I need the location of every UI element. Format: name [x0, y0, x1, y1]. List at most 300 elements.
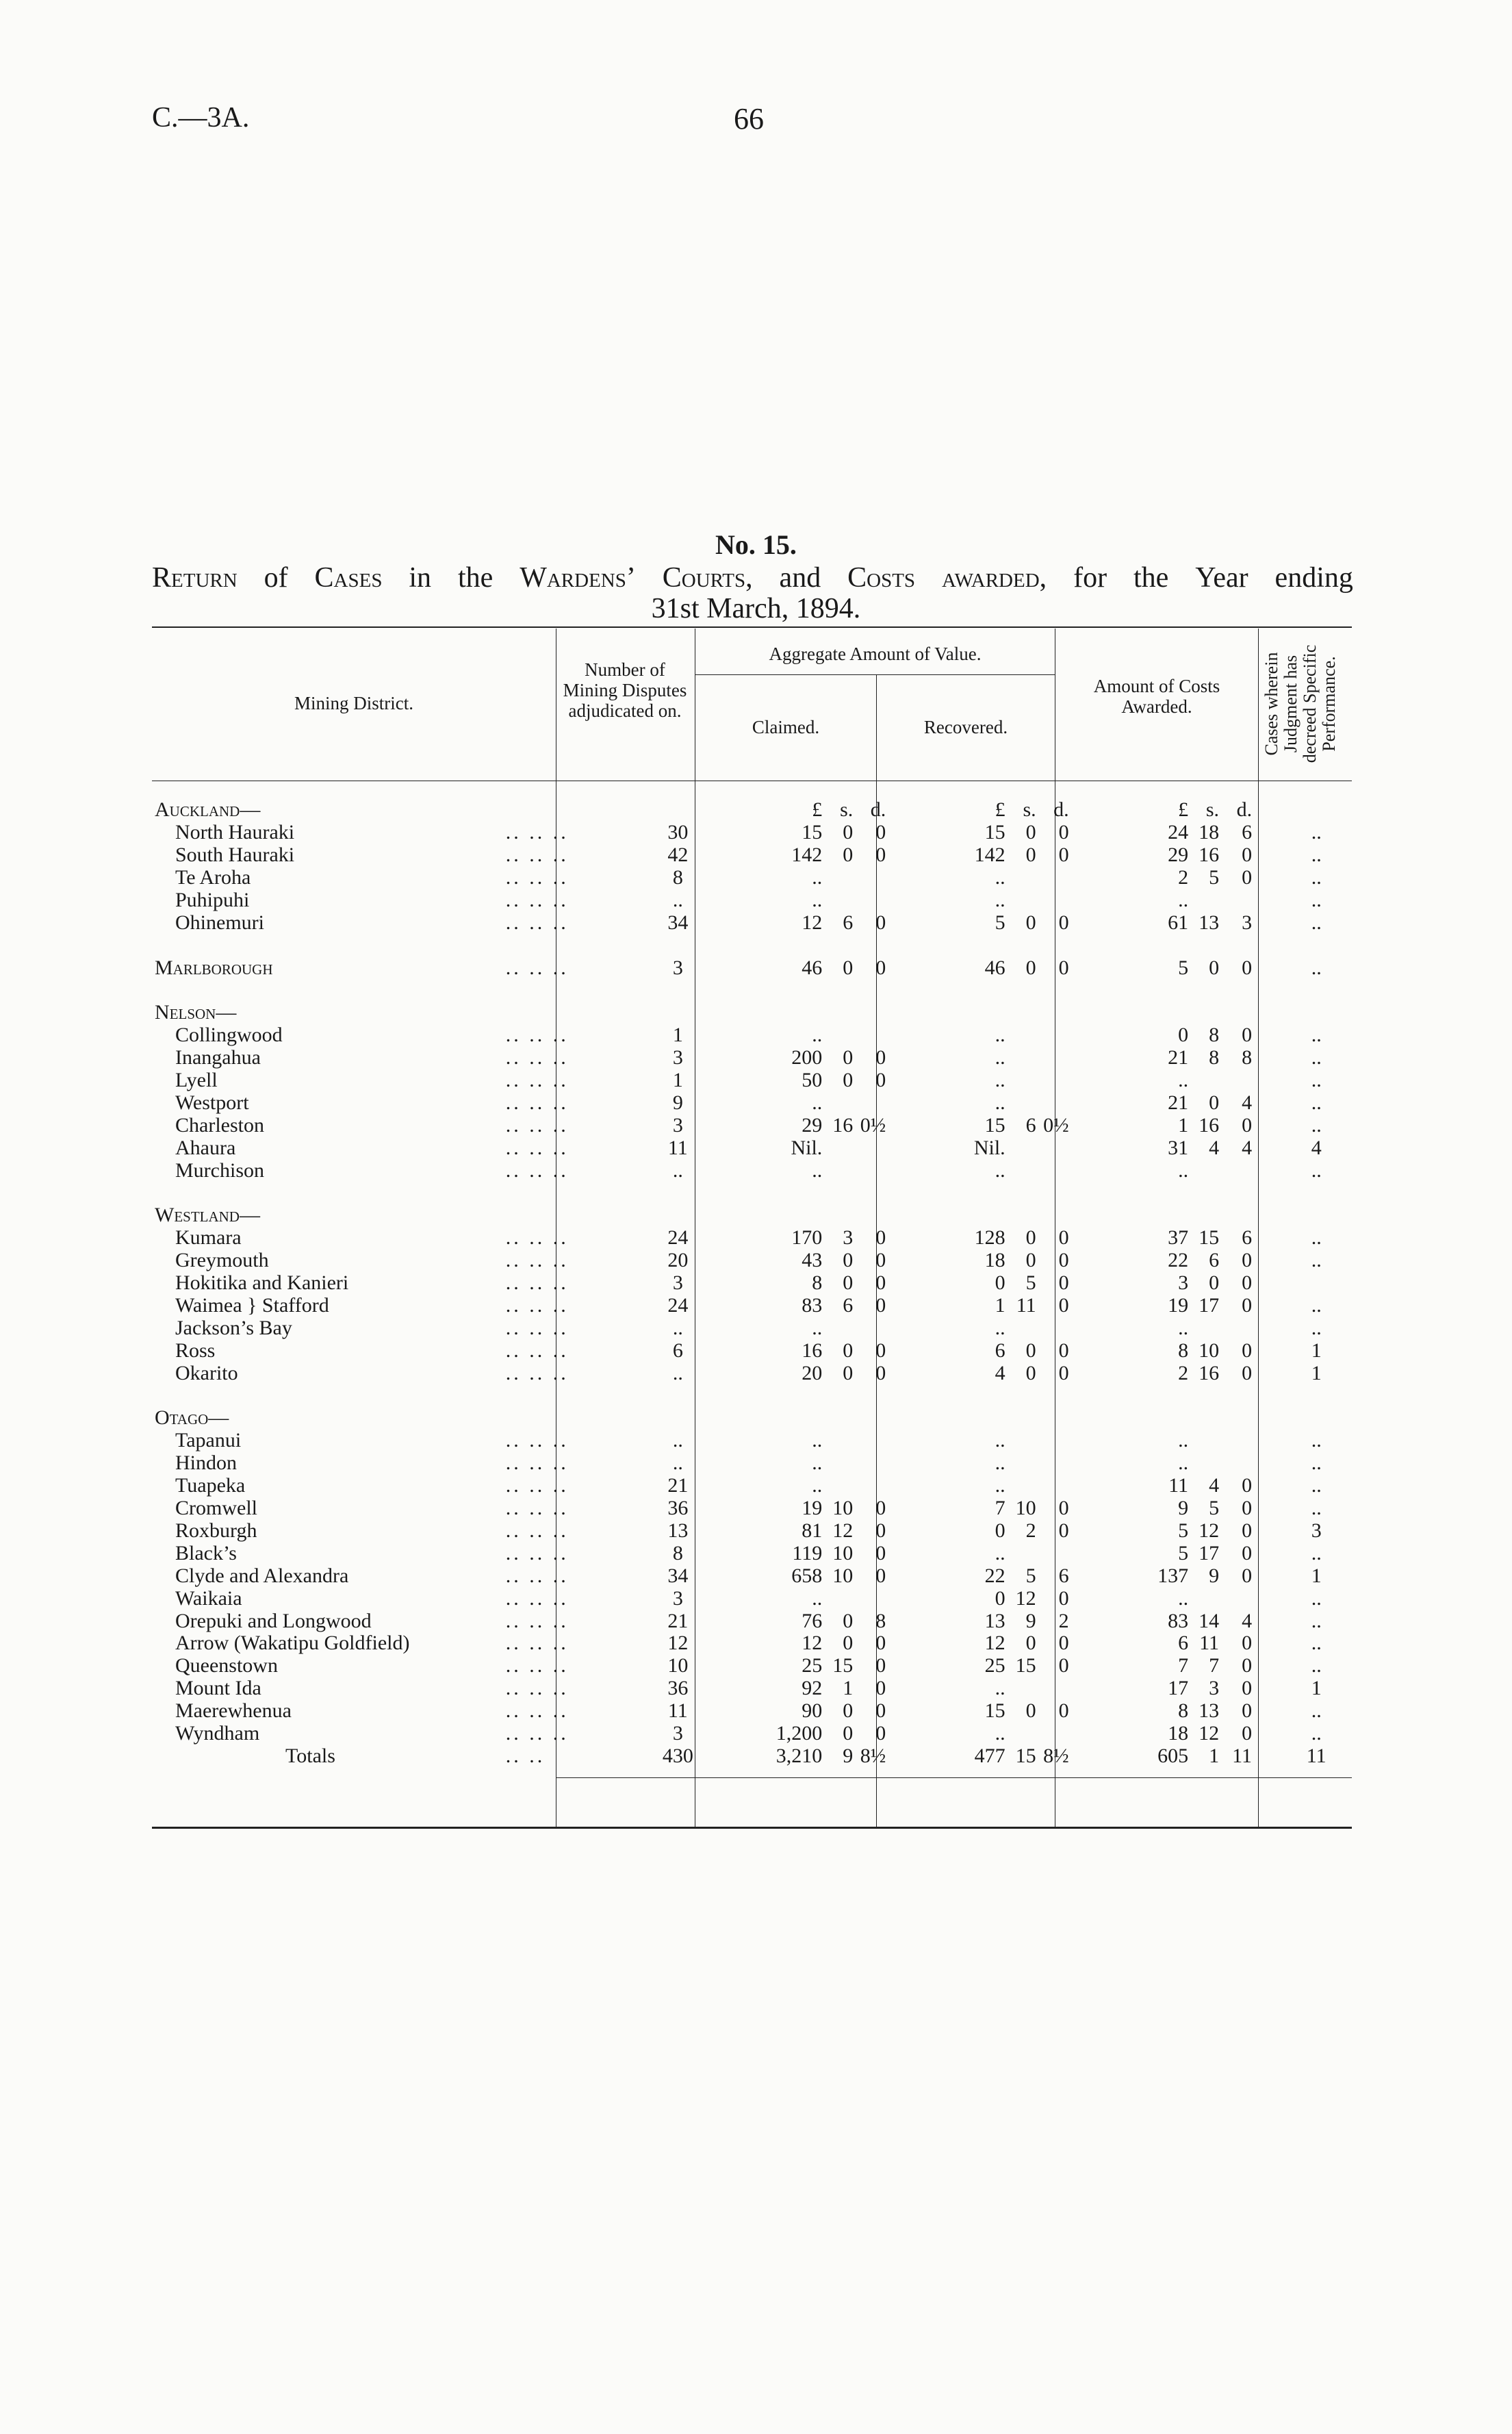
- pounds: ..: [1178, 1069, 1189, 1092]
- shillings: 14: [1199, 1609, 1220, 1632]
- disputes-count: 11: [667, 1699, 688, 1723]
- specific-count: ..: [1311, 1024, 1322, 1047]
- money-cell: [732, 1317, 914, 1339]
- money-cell: [1098, 1610, 1281, 1632]
- specific-count: ..: [1311, 866, 1322, 889]
- district-name: Arrow (Wakatipu Goldfield): [175, 1632, 410, 1655]
- specific-count: ..: [1311, 1113, 1322, 1137]
- leader-dots: .. .. ..: [505, 1339, 569, 1362]
- pence: 0: [875, 1541, 886, 1564]
- money-cell: [1098, 1700, 1281, 1723]
- specific-count: 1: [1311, 1677, 1322, 1700]
- money-cell: [732, 1723, 914, 1745]
- rule-top: [152, 626, 1352, 628]
- shillings: 10: [1015, 1497, 1036, 1520]
- pounds: 17: [1168, 1677, 1189, 1700]
- money-cell: [915, 1024, 1098, 1047]
- leader-dots: .. .. ..: [505, 866, 569, 889]
- money-cell: [1098, 1655, 1281, 1677]
- pence: 4: [1242, 1609, 1253, 1632]
- pounds: 4: [995, 1361, 1005, 1384]
- leader-dots: .. .. ..: [505, 1677, 569, 1700]
- shillings: 10: [1199, 1339, 1220, 1362]
- district-name: Roxburgh: [175, 1519, 257, 1542]
- money-cell: [1098, 1745, 1281, 1767]
- shillings: 3: [1209, 1677, 1220, 1700]
- money-cell: [1098, 1632, 1281, 1655]
- money-cell: [915, 889, 1098, 912]
- pence: 0: [1242, 1294, 1253, 1317]
- specific-count: ..: [1311, 911, 1322, 934]
- pence: 0: [1058, 1586, 1069, 1610]
- shillings: 0: [843, 821, 854, 844]
- money-cell: [1098, 1272, 1281, 1295]
- money-cell: [1098, 1137, 1281, 1159]
- pounds: 7: [995, 1497, 1005, 1520]
- money-cell: [915, 1250, 1098, 1272]
- money-cell: [732, 1069, 914, 1092]
- shillings: 16: [1199, 1113, 1220, 1137]
- pounds: 477: [974, 1744, 1005, 1767]
- pounds: 46: [802, 956, 823, 979]
- shillings: 0: [1209, 1091, 1220, 1115]
- pounds: 92: [802, 1677, 823, 1700]
- shillings: 0: [843, 1699, 854, 1723]
- pounds: ..: [812, 1474, 823, 1497]
- pounds: 15: [984, 1699, 1005, 1723]
- pence: 4: [1242, 1136, 1253, 1159]
- table-row: [152, 867, 1352, 889]
- pound-sign: £: [1178, 798, 1189, 822]
- shillings: 0: [843, 1632, 854, 1655]
- money-cell: [732, 1564, 914, 1587]
- title-word: Costs: [847, 562, 916, 594]
- pounds: ..: [812, 1024, 823, 1047]
- pence: 0½: [860, 1113, 886, 1137]
- pounds: ..: [995, 1091, 1005, 1115]
- money-cell: [732, 1452, 914, 1475]
- disputes-count: 13: [667, 1519, 689, 1542]
- disputes-count: 21: [667, 1609, 689, 1632]
- pounds: 83: [1168, 1609, 1189, 1632]
- money-cell: [732, 1159, 914, 1182]
- pence: 0: [1058, 1249, 1069, 1272]
- pounds: 8: [1178, 1339, 1189, 1362]
- specific-count: ..: [1311, 1721, 1322, 1745]
- money-cell: [732, 1677, 914, 1700]
- empty: [1281, 799, 1352, 822]
- leader-dots: .. .. ..: [505, 889, 569, 911]
- money-cell: [732, 1497, 914, 1520]
- money-cell: [732, 1520, 914, 1543]
- shilling-sign: s.: [840, 798, 854, 822]
- shillings: 0: [843, 1249, 854, 1272]
- pounds: 119: [792, 1541, 823, 1564]
- specific-count: ..: [1311, 1046, 1322, 1069]
- spacer-row: [152, 1182, 1352, 1204]
- pence: 0: [1058, 1271, 1069, 1295]
- pounds: ..: [995, 889, 1005, 911]
- spacer-cell: [500, 934, 624, 956]
- money-cell: [732, 889, 914, 912]
- page-number: 66: [734, 102, 764, 136]
- shillings: 15: [1015, 1654, 1036, 1677]
- disputes-count: 1: [672, 1069, 683, 1092]
- pounds: 21: [1168, 1046, 1189, 1069]
- pence: 0: [875, 1249, 886, 1272]
- pounds: 29: [1168, 844, 1189, 867]
- pounds: 12: [802, 1632, 823, 1655]
- pence: 0: [875, 1046, 886, 1069]
- pence: 0: [875, 1069, 886, 1092]
- specific-count: ..: [1311, 1654, 1322, 1677]
- shillings: 0: [843, 1721, 854, 1745]
- currency-cell: [732, 799, 914, 822]
- leader-dots: .. .. ..: [505, 1271, 569, 1295]
- pence: 0: [1058, 1654, 1069, 1677]
- money-cell: [1098, 822, 1281, 844]
- pounds: ..: [995, 866, 1005, 889]
- pence: 0: [875, 911, 886, 934]
- money-cell: [915, 1610, 1098, 1632]
- pounds: 7: [1178, 1654, 1189, 1677]
- money-cell: [1098, 1430, 1281, 1452]
- money-cell: [1098, 956, 1281, 979]
- empty: [1098, 1407, 1281, 1430]
- pence-sign: d.: [1236, 798, 1253, 822]
- pence: 0: [1242, 1474, 1253, 1497]
- specific-count: ..: [1311, 1586, 1322, 1610]
- money-cell: [1098, 1587, 1281, 1610]
- currency-row: [152, 799, 1352, 822]
- pounds: 21: [1168, 1091, 1189, 1115]
- money-cell: [915, 1137, 1098, 1159]
- pounds: 46: [984, 956, 1005, 979]
- specific-count: ..: [1311, 1158, 1322, 1182]
- spacer-cell: [500, 1384, 624, 1407]
- table-row: [152, 1497, 1352, 1520]
- pence: 0: [1058, 1226, 1069, 1250]
- pounds: ..: [812, 1429, 823, 1452]
- money-cell: [732, 1475, 914, 1497]
- shillings: 0: [843, 844, 854, 867]
- pence: 0: [1242, 1721, 1253, 1745]
- leader-dots: .. .. ..: [505, 821, 569, 844]
- pence: 0: [1058, 1699, 1069, 1723]
- specific-count: ..: [1311, 1316, 1322, 1339]
- money-cell: [732, 1700, 914, 1723]
- pence: 2: [1058, 1609, 1069, 1632]
- money-cell: [1098, 1520, 1281, 1543]
- spacer-cell: [152, 1182, 500, 1204]
- pounds: 142: [791, 844, 823, 867]
- pounds: 76: [802, 1609, 823, 1632]
- leader-dots: .. ..: [505, 1744, 546, 1767]
- shillings: 6: [1025, 1113, 1036, 1137]
- shillings: 0: [1209, 1271, 1220, 1295]
- district-name: Inangahua: [175, 1046, 261, 1069]
- pence: 11: [1232, 1744, 1253, 1767]
- pence: 0½: [1043, 1113, 1069, 1137]
- shillings: 8: [1209, 1024, 1220, 1047]
- money-cell: [915, 1655, 1098, 1677]
- money-cell: [915, 1295, 1098, 1317]
- pence: 0: [875, 956, 886, 979]
- shillings: 10: [832, 1564, 854, 1587]
- pounds: 18: [984, 1249, 1005, 1272]
- leader-dots: .. .. ..: [505, 1609, 569, 1632]
- pounds: ..: [812, 889, 823, 911]
- spacer-cell: [732, 1182, 914, 1204]
- spacer-cell: [152, 1384, 500, 1407]
- money-cell: [1098, 1295, 1281, 1317]
- specific-count: ..: [1311, 1069, 1322, 1092]
- pounds: 90: [802, 1699, 823, 1723]
- table-row: [152, 1430, 1352, 1452]
- pence: 0: [1242, 1654, 1253, 1677]
- pounds: ..: [812, 866, 823, 889]
- district-name: Kumara: [175, 1226, 242, 1250]
- leader-dots: .. .. ..: [505, 1564, 569, 1587]
- pounds: 81: [802, 1519, 823, 1542]
- pounds: 0: [995, 1271, 1005, 1295]
- title-word: Wardens’: [520, 562, 636, 594]
- pounds: 19: [1168, 1294, 1189, 1317]
- title-word: the: [1133, 562, 1169, 594]
- disputes-count: 1: [672, 1024, 683, 1047]
- money-cell: [1098, 1069, 1281, 1092]
- district-name: Waimea } Stafford: [175, 1294, 329, 1317]
- district-name: Charleston: [175, 1113, 264, 1137]
- money-cell: [915, 1047, 1098, 1069]
- specific-count: ..: [1311, 889, 1322, 911]
- leader-dots: .. .. ..: [505, 1091, 569, 1115]
- pound-sign: £: [995, 798, 1005, 822]
- pounds: ..: [812, 1316, 823, 1339]
- group-row: [152, 1407, 1352, 1430]
- header-recovered: Recovered.: [923, 717, 1008, 737]
- money-cell: [1098, 1114, 1281, 1137]
- money-cell: [732, 1430, 914, 1452]
- district-name: Black’s: [175, 1541, 237, 1564]
- pounds: 170: [791, 1226, 823, 1250]
- disputes-count: 24: [667, 1226, 689, 1250]
- returns-table: [152, 799, 1352, 1767]
- pence: 6: [1242, 821, 1253, 844]
- district-name: South Hauraki: [175, 844, 295, 867]
- money-cell: [1098, 1092, 1281, 1115]
- money-cell: [1098, 1159, 1281, 1182]
- shillings: 12: [1199, 1519, 1220, 1542]
- spacer-cell: [915, 979, 1098, 1002]
- group-auckland: Auckland—: [155, 798, 261, 822]
- pounds: 22: [1168, 1249, 1189, 1272]
- pounds: ..: [995, 1069, 1005, 1092]
- disputes-count: 20: [667, 1249, 689, 1272]
- disputes-count: ..: [672, 1158, 683, 1182]
- shillings: 0: [1025, 1339, 1036, 1362]
- shillings: 13: [1199, 911, 1220, 934]
- title-word: in: [409, 562, 432, 594]
- money-cell: [732, 822, 914, 844]
- shillings: 9: [1209, 1564, 1220, 1587]
- totals-disputes: 430: [662, 1744, 693, 1767]
- pence: 0: [1242, 866, 1253, 889]
- pounds: ..: [1178, 889, 1189, 911]
- money-cell: [915, 911, 1098, 934]
- pounds: 20: [802, 1361, 823, 1384]
- pence: 0: [1058, 844, 1069, 867]
- shillings: 4: [1209, 1474, 1220, 1497]
- spacer-cell: [732, 934, 914, 956]
- money-cell: [915, 1497, 1098, 1520]
- shillings: 0: [1025, 844, 1036, 867]
- leader-dots: .. .. ..: [505, 1699, 569, 1723]
- leader-dots: .. .. ..: [505, 911, 569, 934]
- shillings: 9: [843, 1744, 854, 1767]
- pence: 8: [875, 1609, 886, 1632]
- money-cell: [1098, 1362, 1281, 1384]
- pounds: 15: [984, 1113, 1005, 1137]
- shillings: 0: [843, 956, 854, 979]
- pence: 0: [1242, 1113, 1253, 1137]
- shillings: 11: [1016, 1294, 1036, 1317]
- disputes-count: ..: [672, 1451, 683, 1475]
- money-cell: [915, 1632, 1098, 1655]
- district-name: Te Aroha: [175, 866, 251, 889]
- specific-count: 4: [1311, 1136, 1322, 1159]
- disputes-count: ..: [672, 1429, 683, 1452]
- pence: 0: [875, 1519, 886, 1542]
- table-row: [152, 1587, 1352, 1610]
- spacer-cell: [500, 1182, 624, 1204]
- district-name: Westport: [175, 1091, 249, 1115]
- shillings: 1: [843, 1677, 854, 1700]
- specific-count: ..: [1311, 1474, 1322, 1497]
- table-row: [152, 1250, 1352, 1272]
- pounds: 31: [1168, 1136, 1189, 1159]
- shillings: 0: [1025, 821, 1036, 844]
- money-cell: [1098, 867, 1281, 889]
- empty: [732, 1204, 914, 1227]
- pounds: 1,200: [776, 1721, 823, 1745]
- shillings: 15: [1199, 1226, 1220, 1250]
- spacer-cell: [624, 934, 732, 956]
- shilling-sign: s.: [1205, 798, 1220, 822]
- spacer-cell: [1281, 1182, 1352, 1204]
- pounds: 83: [802, 1294, 823, 1317]
- pence: 0: [1058, 1497, 1069, 1520]
- spacer-cell: [1281, 1384, 1352, 1407]
- money-cell: [915, 1227, 1098, 1250]
- leader-dots: .. .. ..: [505, 1136, 569, 1159]
- shillings: 0: [1025, 911, 1036, 934]
- shillings: 5: [1025, 1271, 1036, 1295]
- pence: 0: [1242, 1632, 1253, 1655]
- pounds: ..: [995, 1046, 1005, 1069]
- table-row: [152, 1159, 1352, 1182]
- table-row: [152, 1024, 1352, 1047]
- disputes-count: ..: [672, 1316, 683, 1339]
- money-cell: [1098, 1564, 1281, 1587]
- shillings: 1: [1209, 1744, 1220, 1767]
- disputes-count: 42: [667, 844, 689, 867]
- pence: 0: [1242, 1677, 1253, 1700]
- pounds: 3: [1178, 1271, 1189, 1295]
- pounds: 19: [802, 1497, 823, 1520]
- empty: [624, 799, 732, 822]
- pence: 0: [1058, 821, 1069, 844]
- money-cell: [732, 1542, 914, 1564]
- money-cell: [915, 1564, 1098, 1587]
- spacer-cell: [1098, 1182, 1281, 1204]
- table-row: [152, 889, 1352, 912]
- money-cell: [1098, 1542, 1281, 1564]
- shillings: 10: [832, 1541, 854, 1564]
- leader-dots: .. .. ..: [505, 1654, 569, 1677]
- shillings: 5: [1209, 1497, 1220, 1520]
- district-name: Ohinemuri: [175, 911, 264, 934]
- table-row: [152, 1700, 1352, 1723]
- leader-dots: .. .. ..: [505, 1069, 569, 1092]
- empty: [1098, 1002, 1281, 1024]
- group-row: [152, 1204, 1352, 1227]
- money-cell: [1098, 1723, 1281, 1745]
- pence: 0: [1242, 1699, 1253, 1723]
- specific-count: 1: [1311, 1361, 1322, 1384]
- pounds: ..: [1178, 1586, 1189, 1610]
- table-row: [152, 1317, 1352, 1339]
- money-cell: [915, 1362, 1098, 1384]
- pounds: 43: [802, 1249, 823, 1272]
- spacer-cell: [1098, 1384, 1281, 1407]
- pounds: ..: [1178, 1316, 1189, 1339]
- shillings: 0: [1025, 1361, 1036, 1384]
- table-row: [152, 1047, 1352, 1069]
- pounds: ..: [995, 1721, 1005, 1745]
- pounds: 0: [1178, 1024, 1189, 1047]
- pounds: ..: [812, 1091, 823, 1115]
- shillings: 11: [1199, 1632, 1220, 1655]
- pence: 0: [1058, 1361, 1069, 1384]
- money-cell: [732, 1250, 914, 1272]
- pence: 0: [875, 1271, 886, 1295]
- leader-dots: .. .. ..: [505, 1046, 569, 1069]
- shillings: 0: [843, 1609, 854, 1632]
- shilling-sign: s.: [1023, 798, 1036, 822]
- empty: [1281, 1204, 1352, 1227]
- leader-dots: .. .. ..: [505, 1361, 569, 1384]
- spacer-cell: [624, 1384, 732, 1407]
- pence: 0: [875, 1564, 886, 1587]
- shillings: 13: [1199, 1699, 1220, 1723]
- specific-count: ..: [1311, 956, 1322, 979]
- pence: 0: [875, 844, 886, 867]
- district-name: Waikaia: [175, 1586, 242, 1610]
- table-row: [152, 1564, 1352, 1587]
- pounds: 8: [812, 1271, 823, 1295]
- money-cell: [915, 1317, 1098, 1339]
- money-cell: [915, 956, 1098, 979]
- totals-specific: 11: [1306, 1744, 1327, 1767]
- table-row: [152, 1452, 1352, 1475]
- table-row: [152, 1362, 1352, 1384]
- leader-dots: .. .. ..: [505, 1586, 569, 1610]
- money-cell: [1098, 1339, 1281, 1362]
- pence: 0: [1058, 1519, 1069, 1542]
- table-row: [152, 1632, 1352, 1655]
- district-name: Murchison: [175, 1158, 264, 1182]
